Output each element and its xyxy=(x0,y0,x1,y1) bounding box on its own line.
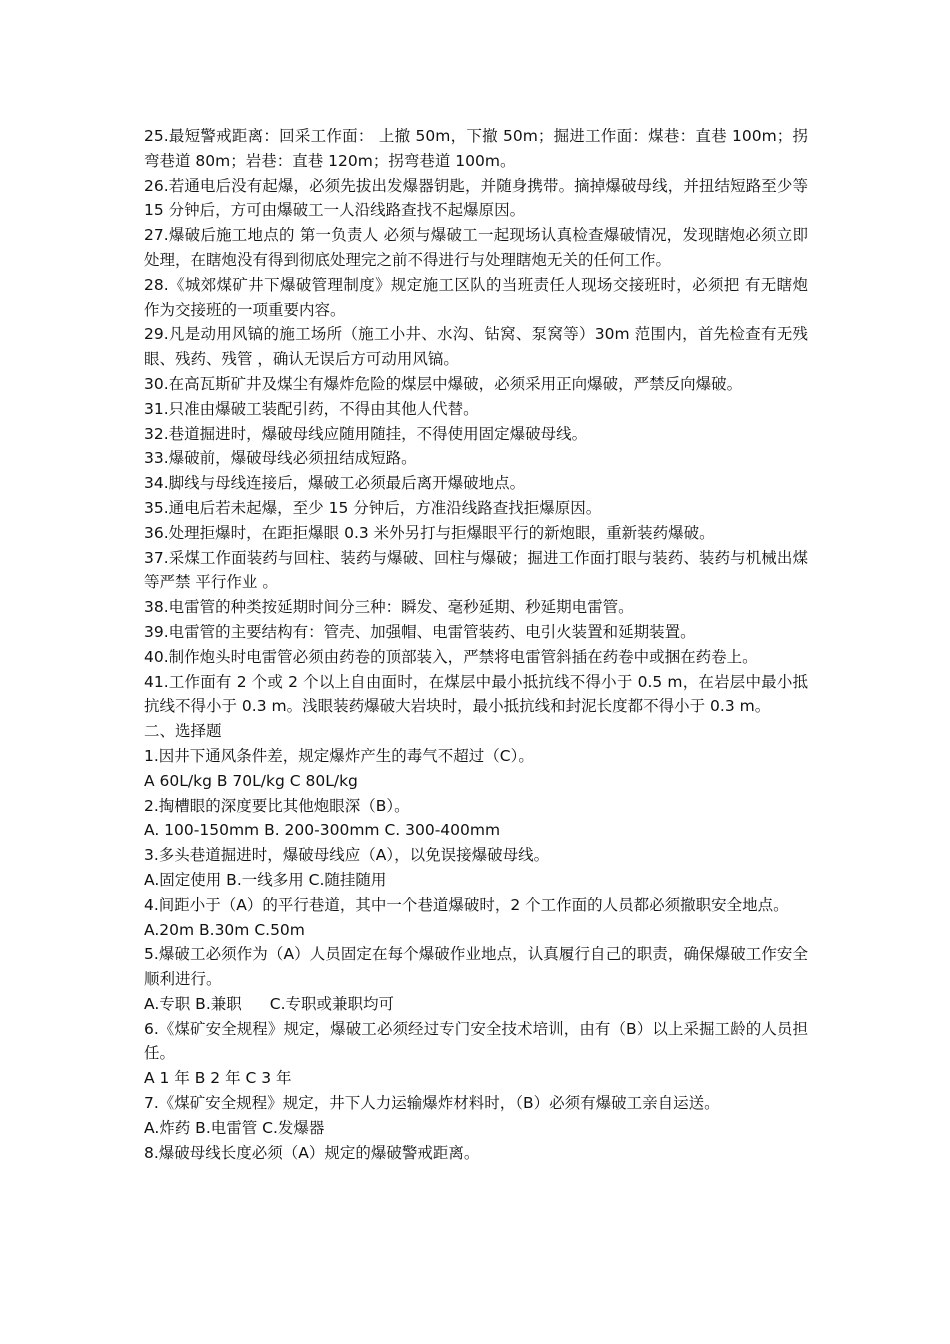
question-5-options-ab: A.专职 B.兼职 xyxy=(144,994,242,1013)
paragraph-33: 33.爆破前，爆破母线必须扭结成短路。 xyxy=(144,449,417,468)
section-heading: 二、选择题 xyxy=(144,722,222,741)
question-5-options-c: C.专职或兼职均可 xyxy=(269,994,395,1013)
paragraph-32: 32.巷道掘进时，爆破母线应随用随挂，不得使用固定爆破母线。 xyxy=(144,424,588,443)
question-3: 3.多头巷道掘进时，爆破母线应（A），以免误接爆破母线。 xyxy=(144,846,550,865)
question-5: 5.爆破工必须作为（A）人员固定在每个爆破作业地点，认真履行自己的职责，确保爆破工作安全顺利进行。 xyxy=(144,945,808,989)
paragraph-41: 41.工作面有 2 个或 2 个以上自由面时，在煤层中最小抵抗线不得小于 0.5 m，在岩层中最小抵抗线不得小于 0.3 m。浅眼装药爆破大岩块时，最小抵抗线和封泥长度都不得小于 0.3 m。 xyxy=(144,672,808,716)
question-3-options: A.固定使用 B.一线多用 C.随挂随用 xyxy=(144,870,387,889)
paragraph-38: 38.电雷管的种类按延期时间分三种：瞬发、毫秒延期、秒延期电雷管。 xyxy=(144,598,634,617)
paragraph-31: 31.只准由爆破工装配引药，不得由其他人代替。 xyxy=(144,399,479,418)
paragraph-27: 27.爆破后施工地点的 第一负责人 必须与爆破工一起现场认真检查爆破情况，发现瞎炮必须立即处理，在瞎炮没有得到彻底处理完之前不得进行与处理瞎炮无关的任何工作。 xyxy=(144,226,808,269)
paragraph-40: 40.制作炮头时电雷管必须由药卷的顶部装入，严禁将电雷管斜插在药卷中或捆在药卷上。 xyxy=(144,647,758,666)
question-5-options xyxy=(144,992,808,1017)
paragraph-28: 28.《城郊煤矿井下爆破管理制度》规定施工区队的当班责任人现场交接班时，必须把 有无瞎炮 作为交接班的一项重要内容。 xyxy=(144,275,808,319)
paragraph-37: 37.采煤工作面装药与回柱、装药与爆破、回柱与爆破；掘进工作面打眼与装药、装药与机械出煤等严禁 平行作业 。 xyxy=(144,548,808,592)
question-1: 1.因井下通风条件差，规定爆炸产生的毒气不超过（C）。 xyxy=(144,746,534,765)
paragraph-36: 36.处理拒爆时，在距拒爆眼 0.3 米外另打与拒爆眼平行的新炮眼，重新装药爆破。 xyxy=(144,523,715,542)
paragraph-35: 35.通电后若未起爆，至少 15 分钟后，方准沿线路查找拒爆原因。 xyxy=(144,498,602,517)
question-1-options: A 60L/kg B 70L/kg C 80L/kg xyxy=(144,771,358,790)
question-6: 6.《煤矿安全规程》规定，爆破工必须经过专门安全技术培训，由有（B）以上采掘工龄的人员担任。 xyxy=(144,1019,808,1063)
document-body xyxy=(144,124,808,1165)
question-4-options: A.20m B.30m C.50m xyxy=(144,920,305,939)
paragraph-26: 26.若通电后没有起爆，必须先拔出发爆器钥匙，并随身携带。摘掉爆破母线，并扭结短路至少等 15 分钟后，方可由爆破工一人沿线路查找不起爆原因。 xyxy=(144,176,808,220)
paragraph-30: 30.在高瓦斯矿井及煤尘有爆炸危险的煤层中爆破，必须采用正向爆破，严禁反向爆破。 xyxy=(144,374,743,393)
question-6-options: A 1 年 B 2 年 C 3 年 xyxy=(144,1069,292,1088)
paragraph-29: 29.凡是动用风镐的施工场所（施工小井、水沟、钻窝、泵窝等）30m 范围内，首先检查有无残眼、残药、残管 ，确认无误后方可动用风镐。 xyxy=(144,325,808,369)
paragraph-25: 25.最短警戒距离：回采工作面： 上撤 50m，下撤 50m；掘进工作面：煤巷：直巷 100m；拐弯巷道 80m；岩巷：直巷 120m；拐弯巷道 100m。 xyxy=(144,127,808,170)
paragraph-34: 34.脚线与母线连接后，爆破工必须最后离开爆破地点。 xyxy=(144,474,526,493)
paragraph-39: 39.电雷管的主要结构有：管壳、加强帽、电雷管装药、电引火装置和延期装置。 xyxy=(144,622,696,641)
question-8: 8.爆破母线长度必须（A）规定的爆破警戒距离。 xyxy=(144,1143,480,1162)
question-7: 7.《煤矿安全规程》规定，井下人力运输爆炸材料时，（B）必须有爆破工亲自运送。 xyxy=(144,1094,720,1113)
question-2-options: A. 100-150mm B. 200-300mm C. 300-400mm xyxy=(144,821,501,840)
question-4: 4.间距小于（A）的平行巷道，其中一个巷道爆破时，2 个工作面的人员都必须撤职安全地点。 xyxy=(144,895,789,914)
question-2: 2.掏槽眼的深度要比其他炮眼深（B）。 xyxy=(144,796,410,815)
question-7-options: A.炸药 B.电雷管 C.发爆器 xyxy=(144,1118,325,1137)
